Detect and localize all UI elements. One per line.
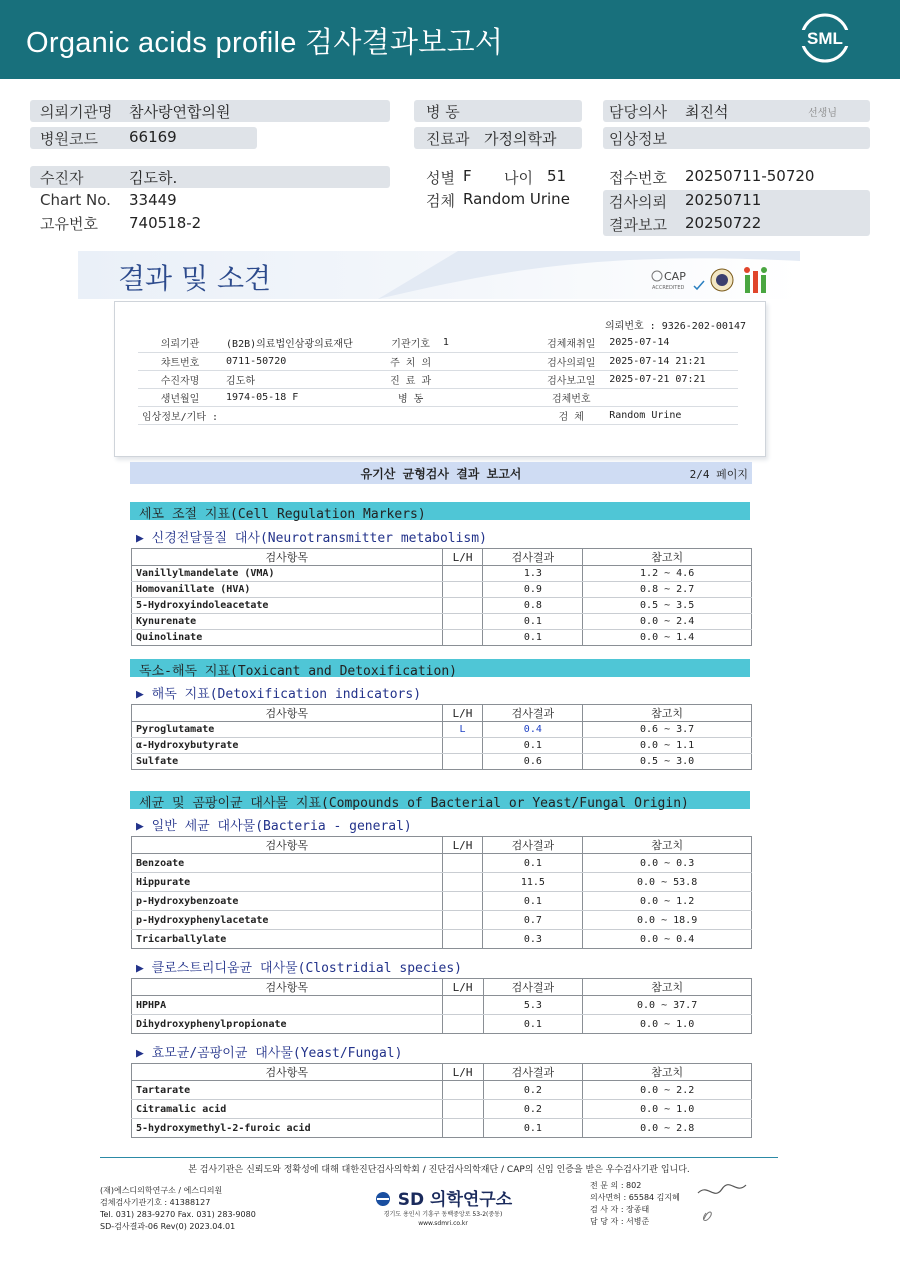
request-value (439, 406, 537, 424)
result-value: 0.9 (483, 582, 583, 598)
item-name: Kynurenate (132, 614, 443, 630)
item-name: 5-hydroxymethyl-2-furoic acid (132, 1119, 443, 1138)
result-value: 0.1 (483, 854, 583, 873)
request-key: 병 동 (382, 388, 439, 406)
footer-manager: 담 당 자 : 서병준 (590, 1217, 650, 1226)
request-row (138, 406, 738, 424)
result-value: 0.1 (483, 614, 583, 630)
header-result: 검사결과 (483, 837, 583, 854)
receipt-value: 20250711-50720 (685, 167, 815, 185)
header-result: 검사결과 (483, 979, 583, 996)
lh-flag (442, 582, 483, 598)
age-label: 나이 (504, 169, 533, 187)
item-name: p-Hydroxyphenylacetate (132, 911, 443, 930)
group-neurotransmitter: ▶ 신경전달물질 대사(Neurotransmitter metabolism) (136, 531, 487, 546)
clinical-label: 임상정보 (609, 130, 667, 148)
result-value: 0.7 (483, 911, 583, 930)
item-name: Sulfate (132, 754, 443, 770)
table-row (132, 722, 752, 738)
section-cell-regulation: 세포 조절 지표(Cell Regulation Markers) (130, 502, 750, 520)
request-key: 검 체 (537, 406, 605, 424)
result-value: 0.1 (483, 1015, 583, 1034)
result-value: 0.1 (483, 738, 583, 754)
reference-range: 0.0 ~ 2.8 (583, 1119, 752, 1138)
reference-range: 0.6 ~ 3.7 (583, 722, 752, 738)
header-result: 검사결과 (483, 549, 583, 566)
item-name: Hippurate (132, 873, 443, 892)
header-item: 검사항목 (132, 549, 443, 566)
header-lh: L/H (442, 1064, 483, 1081)
table-row (132, 892, 752, 911)
request-key: 기관기호 (382, 334, 439, 352)
lh-flag (442, 1100, 483, 1119)
ward-label: 병 동 (426, 103, 460, 121)
report-image (78, 251, 800, 1261)
page-title: Organic acids profile 검사결과보고서 (26, 27, 504, 59)
item-name: HPHPA (132, 996, 443, 1015)
request-value: 1 (439, 334, 537, 352)
reference-range: 0.0 ~ 37.7 (583, 996, 752, 1015)
header-reference: 참고치 (583, 837, 752, 854)
table-yeast-fungal (131, 1063, 752, 1138)
item-name: Benzoate (132, 854, 443, 873)
footer-brand (368, 1185, 518, 1228)
request-value: 김도하 (222, 370, 382, 388)
item-name: Tartarate (132, 1081, 443, 1100)
request-value (439, 370, 537, 388)
request-value (439, 352, 537, 370)
lh-flag (442, 614, 483, 630)
table-header-row (132, 705, 752, 722)
header-reference: 참고치 (583, 549, 752, 566)
request-info-table (138, 334, 738, 425)
request-key: 검사의뢰일 (537, 352, 605, 370)
result-value: 0.1 (483, 1119, 583, 1138)
page-number: 2/4 페이지 (689, 468, 748, 481)
dept-label: 진료과 (426, 130, 470, 148)
sml-logo-icon (799, 12, 851, 64)
request-key: 생년월일 (138, 388, 222, 406)
table-row (132, 1081, 752, 1100)
request-row (138, 370, 738, 388)
lh-flag (442, 566, 483, 582)
table-row (132, 598, 752, 614)
sd-logo-icon (374, 1191, 392, 1207)
hospital-code-value: 66169 (129, 128, 177, 146)
reference-range: 1.2 ~ 4.6 (583, 566, 752, 582)
cap-cert-icon (650, 267, 708, 293)
footer-lab-info (100, 1185, 256, 1233)
footer-form-rev: SD-검사결과-06 Rev(0) 2023.04.01 (100, 1222, 236, 1231)
request-key: 챠트번호 (138, 352, 222, 370)
section-bacterial-fungal: 세균 및 곰팡이균 대사물 지표(Compounds of Bacterial or Yeast/Fungal Origin) (130, 791, 750, 809)
table-row (132, 754, 752, 770)
result-value: 0.4 (483, 722, 583, 738)
lh-flag (442, 873, 483, 892)
seal-icon (710, 267, 734, 293)
request-key: 임상정보/기타 : (138, 406, 222, 424)
patient-bar (30, 166, 390, 188)
reported-value: 20250722 (685, 214, 762, 232)
doctor-suffix: 선생님 (808, 108, 837, 119)
header-reference: 참고치 (583, 979, 752, 996)
item-name: Homovanillate (HVA) (132, 582, 443, 598)
item-name: Citramalic acid (132, 1100, 443, 1119)
age-value: 51 (547, 167, 567, 185)
lh-flag (442, 892, 483, 911)
requested-value: 20250711 (685, 191, 762, 209)
request-key: 의뢰기관 (138, 334, 222, 352)
footer-lab-code: 검체검사기관기호 : 41388127 (100, 1198, 211, 1207)
request-value: 2025-07-14 21:21 (605, 352, 738, 370)
footer-signers (590, 1180, 680, 1228)
table-row (132, 566, 752, 582)
reference-range: 0.0 ~ 53.8 (583, 873, 752, 892)
doctor-label: 담당의사 (609, 103, 667, 121)
footer-brand-name (368, 1185, 518, 1210)
chart-value: 33449 (129, 191, 177, 209)
chart-label: Chart No. (40, 191, 111, 209)
result-value: 5.3 (483, 996, 583, 1015)
footer-lab-name: (재)에스디의학연구소 / 에스디의원 (100, 1186, 223, 1195)
header-result: 검사결과 (483, 1064, 583, 1081)
table-row (132, 911, 752, 930)
reference-range: 0.0 ~ 1.2 (583, 892, 752, 911)
header-bar (0, 0, 900, 79)
lh-flag (442, 930, 483, 949)
logo-text: SML (807, 29, 843, 48)
group-detox-indicators: ▶ 해독 지표(Detoxification indicators) (136, 687, 422, 702)
table-header-row (132, 837, 752, 854)
footer-website: www.sdmri.co.kr (418, 1220, 468, 1227)
request-key: 검체채취일 (537, 334, 605, 352)
group-clostridial: ▶ 클로스트리디움균 대사물(Clostridial species) (136, 961, 462, 976)
item-name: Tricarballylate (132, 930, 443, 949)
lab-cert-icon (742, 265, 770, 295)
hospital-code-label: 병원코드 (40, 130, 98, 148)
table-row (132, 630, 752, 646)
request-value (222, 406, 382, 424)
specimen-label: 검체 (426, 192, 455, 210)
result-value: 0.6 (483, 754, 583, 770)
request-value: 2025-07-14 (605, 334, 738, 352)
footer-examiner: 검 사 자 : 장종태 (590, 1205, 650, 1214)
lh-flag (442, 854, 483, 873)
footer-lab-phone: Tel. 031) 283-9270 Fax. 031) 283-9080 (100, 1210, 256, 1219)
reference-range: 0.0 ~ 1.0 (583, 1015, 752, 1034)
receipt-label: 접수번호 (609, 169, 667, 187)
table-row (132, 996, 752, 1015)
table-row (132, 1100, 752, 1119)
header-item: 검사항목 (132, 979, 443, 996)
request-key: 주 치 의 (382, 352, 439, 370)
sex-value: F (463, 167, 472, 185)
request-key: 검사보고일 (537, 370, 605, 388)
reference-range: 0.0 ~ 0.3 (583, 854, 752, 873)
request-value: 0711-50720 (222, 352, 382, 370)
page-bar (130, 462, 752, 484)
reference-range: 0.8 ~ 2.7 (583, 582, 752, 598)
result-value: 0.1 (483, 630, 583, 646)
request-key: 진 료 과 (382, 370, 439, 388)
request-row (138, 334, 738, 352)
lh-flag: L (442, 722, 483, 738)
footer-accreditation-note: 본 검사기관은 신뢰도와 정확성에 대해 대한진단검사의학회 / 진단검사의학재단 / CAP의 신임 인증을 받은 우수검사기관 입니다. (188, 1165, 690, 1175)
unique-label: 고유번호 (40, 215, 98, 233)
cap-sub-text: ACCREDITED (652, 285, 685, 291)
lh-flag (442, 754, 483, 770)
header-lh: L/H (442, 837, 483, 854)
table-neurotransmitter (131, 548, 752, 646)
item-name: Vanillylmandelate (VMA) (132, 566, 443, 582)
reference-range: 0.0 ~ 1.0 (583, 1100, 752, 1119)
footer-divider (100, 1157, 778, 1158)
cap-text: CAP (664, 270, 686, 283)
report-title: 결과 및 소견 (118, 262, 272, 295)
patient-label: 수진자 (40, 169, 84, 187)
page-title-ko: 유기산 균형검사 결과 보고서 (360, 467, 522, 481)
table-header-row (132, 1064, 752, 1081)
request-number: 의뢰번호 : 9326-202-00147 (605, 321, 746, 332)
result-value: 0.3 (483, 930, 583, 949)
reference-range: 0.5 ~ 3.0 (583, 754, 752, 770)
patient-value: 김도하. (129, 169, 178, 187)
result-value: 1.3 (483, 566, 583, 582)
table-row (132, 582, 752, 598)
header-item: 검사항목 (132, 705, 443, 722)
sex-label: 성별 (426, 169, 455, 187)
dept-value: 가정의학과 (484, 130, 557, 148)
group-bacteria-general: ▶ 일반 세균 대사물(Bacteria - general) (136, 819, 412, 834)
table-row (132, 854, 752, 873)
lh-flag (442, 630, 483, 646)
requester-label: 의뢰기관명 (40, 103, 113, 121)
request-key: 수진자명 (138, 370, 222, 388)
footer-license: 의사면허 : 65584 김지혜 (590, 1193, 680, 1202)
result-value: 0.2 (483, 1081, 583, 1100)
reference-range: 0.0 ~ 1.4 (583, 630, 752, 646)
reported-label: 결과보고 (609, 216, 667, 234)
lh-flag (442, 1119, 483, 1138)
item-name: 5-Hydroxyindoleacetate (132, 598, 443, 614)
item-name: Dihydroxyphenylpropionate (132, 1015, 443, 1034)
lh-flag (442, 911, 483, 930)
header-reference: 참고치 (583, 1064, 752, 1081)
reference-range: 0.0 ~ 2.2 (583, 1081, 752, 1100)
result-value: 11.5 (483, 873, 583, 892)
request-value: Random Urine (605, 406, 738, 424)
header-item: 검사항목 (132, 1064, 443, 1081)
lh-flag (442, 1015, 483, 1034)
request-value: (B2B)의료법인삼광의료재단 (222, 334, 382, 352)
header-result: 검사결과 (483, 705, 583, 722)
table-bacteria-general (131, 836, 752, 949)
cap-cert (650, 267, 708, 297)
item-name: p-Hydroxybenzoate (132, 892, 443, 911)
table-row (132, 738, 752, 754)
header-lh: L/H (442, 705, 483, 722)
lh-flag (442, 598, 483, 614)
header-lh: L/H (442, 549, 483, 566)
header-item: 검사항목 (132, 837, 443, 854)
requester-value: 참사랑연합의원 (129, 103, 231, 121)
reference-range: 0.0 ~ 18.9 (583, 911, 752, 930)
reference-range: 0.0 ~ 2.4 (583, 614, 752, 630)
result-value: 0.1 (483, 892, 583, 911)
table-detox-indicators (131, 704, 752, 770)
item-name: Quinolinate (132, 630, 443, 646)
reference-range: 0.0 ~ 0.4 (583, 930, 752, 949)
result-value: 0.2 (483, 1100, 583, 1119)
signature-icon (694, 1179, 750, 1225)
request-row (138, 388, 738, 406)
lh-flag (442, 738, 483, 754)
table-row (132, 873, 752, 892)
table-header-row (132, 549, 752, 566)
reference-range: 0.5 ~ 3.5 (583, 598, 752, 614)
request-key (382, 406, 439, 424)
request-row (138, 352, 738, 370)
table-row (132, 1015, 752, 1034)
request-value (605, 388, 738, 406)
request-value: 2025-07-21 07:21 (605, 370, 738, 388)
table-row (132, 930, 752, 949)
requested-label: 검사의뢰 (609, 193, 667, 211)
header-reference: 참고치 (583, 705, 752, 722)
header-lh: L/H (442, 979, 483, 996)
group-yeast-fungal: ▶ 효모균/곰팡이균 대사물(Yeast/Fungal) (136, 1046, 403, 1061)
table-row (132, 614, 752, 630)
result-value: 0.8 (483, 598, 583, 614)
request-key: 검체번호 (537, 388, 605, 406)
footer-address: 경기도 용인시 기흥구 동백중앙로 53-2(중동) (383, 1211, 503, 1218)
footer-brand-text: SD 의학연구소 (397, 1190, 513, 1210)
request-value (439, 388, 537, 406)
section-detoxification: 독소-해독 지표(Toxicant and Detoxification) (130, 659, 750, 677)
table-header-row (132, 979, 752, 996)
lh-flag (442, 1081, 483, 1100)
doctor-value: 최진석 (685, 103, 729, 121)
specimen-value: Random Urine (463, 190, 570, 208)
reference-range: 0.0 ~ 1.1 (583, 738, 752, 754)
item-name: α-Hydroxybutyrate (132, 738, 443, 754)
item-name: Pyroglutamate (132, 722, 443, 738)
table-row (132, 1119, 752, 1138)
footer-specialist: 전 문 의 : 802 (590, 1181, 642, 1190)
table-clostridial (131, 978, 752, 1034)
lh-flag (442, 996, 483, 1015)
request-value: 1974-05-18 F (222, 388, 382, 406)
unique-value: 740518-2 (129, 214, 202, 232)
